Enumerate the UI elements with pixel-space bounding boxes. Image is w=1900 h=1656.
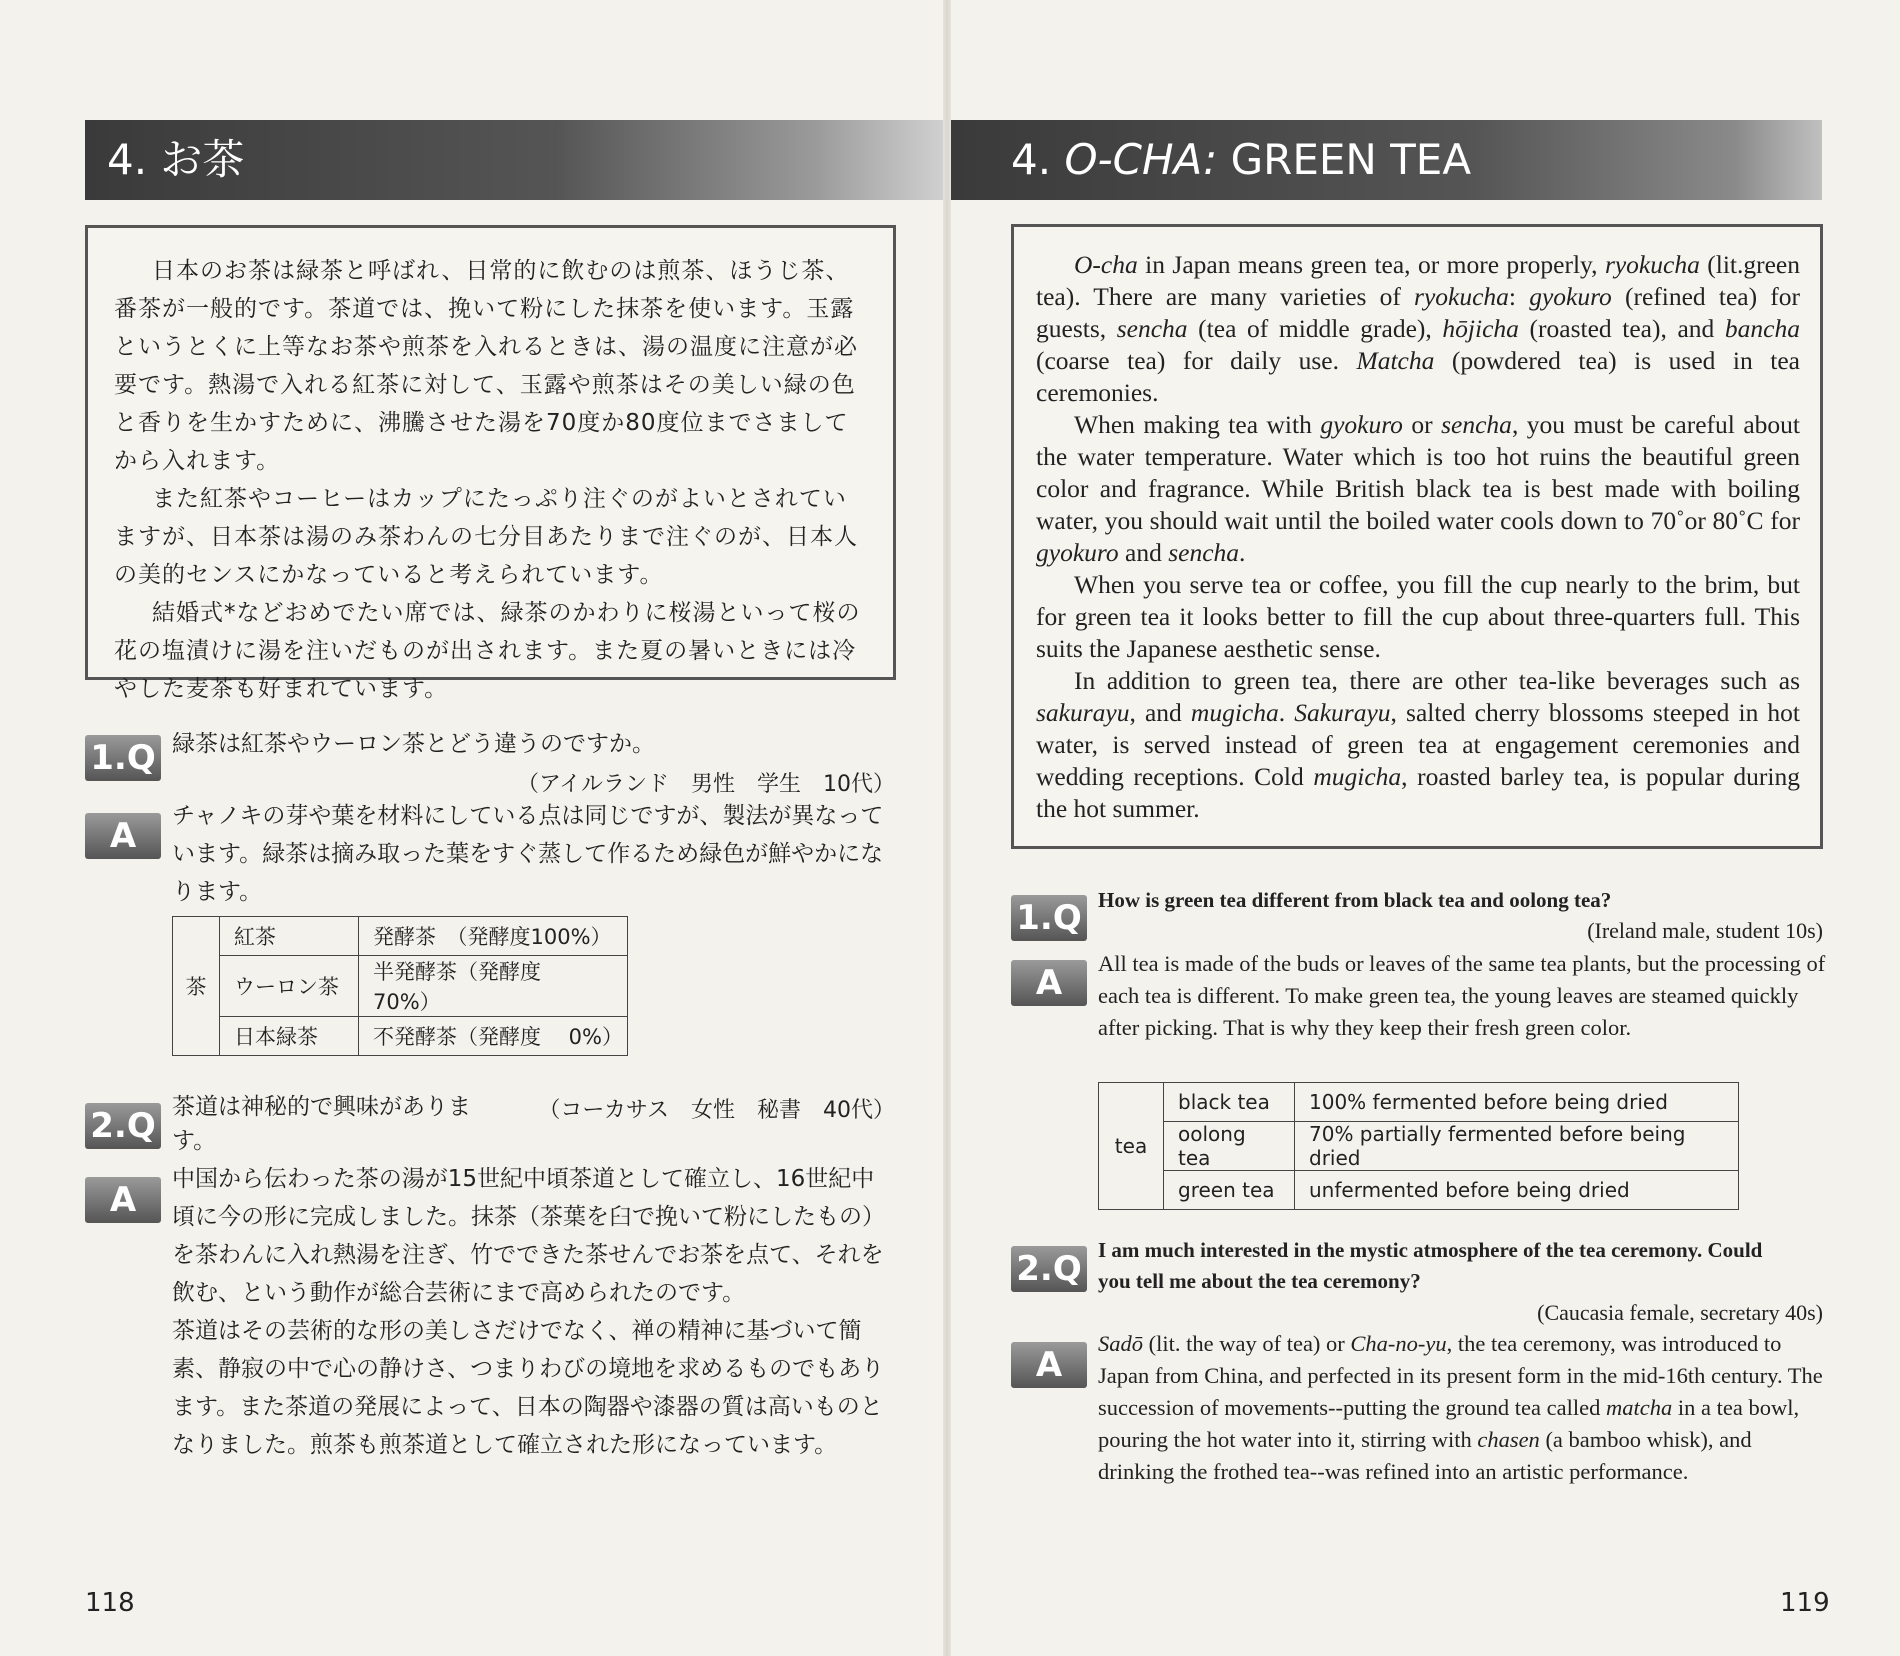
intro-box	[1011, 224, 1823, 849]
title-italic: O-CHA:	[1064, 135, 1218, 184]
a2-answer-part2: 茶道はその芸術的な形の美しさだけでなく、禅の精神に基づいて簡素、静寂の中で心の静けさ、つまりわびの境地を求めるものでもあります。また茶道の発展によって、日本の陶器や漆器の質は高いものとなりました。煎茶も煎茶道として確立された形になっています。	[172, 1318, 885, 1458]
a2-answer	[172, 1160, 897, 1464]
page-number: 119	[1780, 1588, 1830, 1618]
intro-paragraph: O-cha in Japan means green tea, or more properly, ryokucha (lit.green tea). There are many varieties of ryokucha: gyokuro (refined tea) for guests, sencha (tea of middle grade), hōjicha (roasted tea), and bancha (coarse tea) for daily use. Matcha (powdered tea) is used in tea ceremonies.	[1036, 250, 1800, 407]
tea-table-en	[1098, 1082, 1739, 1210]
table-head: 茶	[173, 917, 220, 1056]
intro-paragraph: In addition to green tea, there are other tea-like beverages such as sakurayu, and mugicha. Sakurayu, salted cherry blossoms steeped in hot water, is served instead of green tea at engagement ceremonies and wedding receptions. Cold mugicha, roasted barley tea, is popular during the hot summer.	[1036, 666, 1801, 823]
a2-answer: Sadō (lit. the way of tea) or Cha-no-yu, the tea ceremony, was introduced to Japan from China, and perfected in its present form in the mid-16th century. The succession of movements--putting the ground tea called matcha in a tea bowl, pouring the hot water into it, stirring with chasen (a bamboo whisk), and drinking the frothed tea--was refined into an artistic performance.	[1098, 1331, 1823, 1484]
q1-badge: 1.Q	[85, 735, 161, 781]
a2-badge: A	[1011, 1342, 1087, 1388]
q2-question: I am much interested in the mystic atmosphere of the tea ceremony. Could you tell me about the tea ceremony?	[1098, 1238, 1763, 1293]
q1-asker: (Ireland male, student 10s)	[1587, 918, 1823, 943]
tea-table-jp	[172, 916, 628, 1056]
table-cell: black tea	[1164, 1083, 1295, 1122]
q1-asker: （アイルランド 男性 学生 10代）	[516, 772, 895, 797]
table-cell: oolong tea	[1164, 1122, 1295, 1171]
intro-box	[85, 225, 896, 702]
table-cell: 日本緑茶	[220, 1017, 359, 1056]
table-cell: 紅茶	[220, 917, 359, 956]
q1-question: How is green tea different from black tea and oolong tea?	[1098, 888, 1612, 912]
table-cell: 発酵茶 （発酵度100%）	[359, 917, 628, 956]
intro-paragraph: 日本のお茶は緑茶と呼ばれ、日常的に飲むのは煎茶、ほうじ茶、番茶が一般的です。茶道では、挽いて粉にした抹茶を使います。玉露というとくに上等なお茶や煎茶を入れるときは、湯の温度に注意が必要です。熱湯で入れる紅茶に対して、玉露や煎茶はその美しい緑の色と香りを生かすために、沸騰させた湯を70度か80度位までさましてから入れます。	[114, 258, 858, 474]
right-page	[951, 0, 1900, 1656]
table-cell: 70% partially fermented before being dried	[1295, 1122, 1739, 1171]
q2-question: 茶道は神秘的で興味があります。	[172, 1094, 471, 1154]
a1-answer: チャノキの芽や葉を材料にしている点は同じですが、製法が異なっています。緑茶は摘み取った葉をすぐ蒸して作るため緑色が鮮やかになります。	[172, 803, 884, 905]
table-cell: 半発酵茶（発酵度 70%）	[359, 956, 628, 1017]
q2-asker: （コーカサス 女性 秘書 40代）	[538, 1098, 895, 1123]
intro-paragraph: また紅茶やコーヒーはカップにたっぷり注ぐのがよいとされていますが、日本茶は湯のみ茶わんの七分目あたりまで注ぐのが、日本人の美的センスにかなっていると考えられています。	[114, 486, 858, 588]
q2-asker: (Caucasia female, secretary 40s)	[1537, 1300, 1823, 1325]
a1-answer: All tea is made of the buds or leaves of the same tea plants, but the processing of each tea is different. To make green tea, the young leaves are steamed quickly after picking. That is why they keep their fresh green color.	[1098, 951, 1826, 1040]
a2-answer-part1: 中国から伝わった茶の湯が15世紀中頃茶道として確立し、16世紀中頃に今の形に完成しました。抹茶（茶葉を臼で挽いて粉にしたもの）を茶わんに入れ熱湯を注ぎ、竹でできた茶せんでお茶を点て、それを飲む、という動作が総合芸術にまで高められたのです。	[172, 1166, 885, 1306]
title-rest: GREEN TEA	[1217, 135, 1472, 184]
q2-badge: 2.Q	[85, 1103, 161, 1149]
a1-badge: A	[1011, 960, 1087, 1006]
a2-badge: A	[85, 1177, 161, 1223]
intro-paragraph: When making tea with gyokuro or sencha, you must be careful about the water temperature. Water which is too hot ruins the beautiful green color and fragrance. While British black tea is best made with boiling water, you should wait until the boiled water cools down to 70˚or 80˚C for gyokuro and sencha.	[1036, 410, 1800, 567]
page-title: 4. お茶	[85, 120, 943, 200]
table-cell: 100% fermented before being dried	[1295, 1083, 1739, 1122]
a1-badge: A	[85, 813, 161, 859]
intro-paragraph: When you serve tea or coffee, you fill the cup nearly to the brim, but for green tea it looks better to fill the cup about three-quarters full. This suits the Japanese aesthetic sense.	[1036, 570, 1800, 663]
table-cell: unfermented before being dried	[1295, 1171, 1739, 1210]
book-gutter	[943, 0, 951, 1656]
q1-badge: 1.Q	[1011, 895, 1087, 941]
page-number: 118	[85, 1588, 135, 1618]
table-head: tea	[1099, 1083, 1164, 1210]
title-number: 4.	[1011, 135, 1065, 184]
intro-paragraph: 結婚式*などおめでたい席では、緑茶のかわりに桜湯といって桜の花の塩漬けに湯を注いだものが出されます。また夏の暑いときには冷やした麦茶も好まれています。	[114, 600, 861, 702]
q2-badge: 2.Q	[1011, 1246, 1087, 1292]
left-page	[0, 0, 943, 1656]
table-cell: green tea	[1164, 1171, 1295, 1210]
page-title	[951, 120, 1822, 200]
table-cell: 不発酵茶（発酵度 0%）	[359, 1017, 628, 1056]
table-cell: ウーロン茶	[220, 956, 359, 1017]
q1-question: 緑茶は紅茶やウーロン茶とどう違うのですか。	[172, 731, 655, 757]
